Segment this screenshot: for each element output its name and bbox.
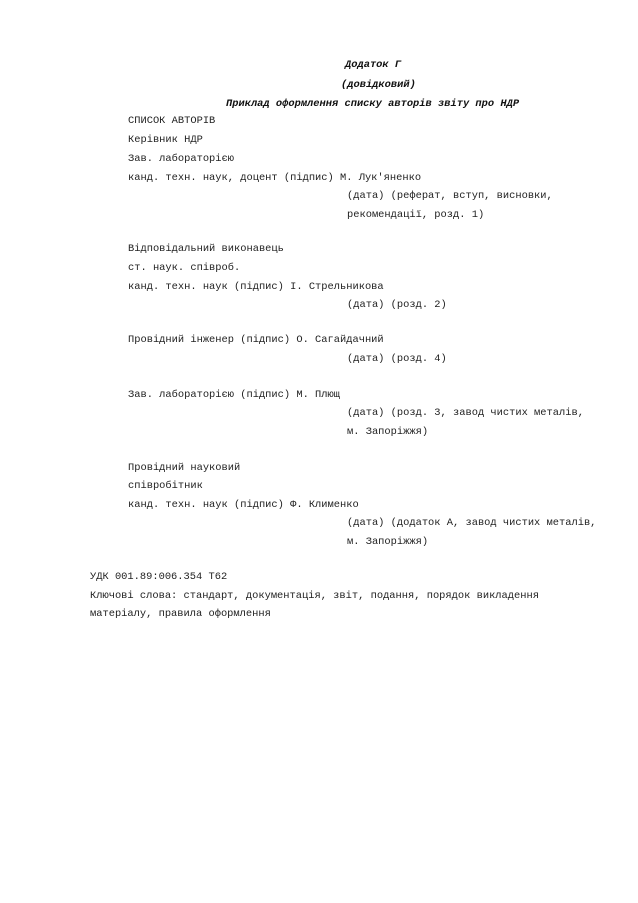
author-role-cont: співробітник — [128, 480, 203, 492]
udc-code: УДК 001.89:006.354 Т62 — [90, 571, 228, 583]
page-subtitle: Приклад оформлення списку авторів звіту про НДР — [226, 98, 520, 110]
author-contribution: (дата) (розд. 4) — [347, 353, 447, 365]
author-contribution-cont: м. Запоріжжя) — [347, 426, 429, 438]
keywords-line-cont: матеріалу, правила оформлення — [90, 608, 271, 620]
author-contribution: (дата) (додаток А, завод чистих металів, — [347, 517, 597, 529]
author-signature-line: Провідний інженер (підпис) О. Сагайдачний — [128, 334, 384, 346]
keywords-line: Ключові слова: стандарт, документація, звіт, подання, порядок викладення — [90, 590, 539, 602]
appendix-title: Додаток Г — [345, 59, 402, 71]
author-signature-line: канд. техн. наук (підпис) Ф. Клименко — [128, 499, 359, 511]
author-signature-line: Зав. лабораторією (підпис) М. Плющ — [128, 389, 341, 401]
author-contribution: (дата) (розд. 2) — [347, 299, 447, 311]
author-contribution-cont: м. Запоріжжя) — [347, 536, 429, 548]
author-role: Відповідальний виконавець — [128, 243, 284, 255]
author-position: Зав. лабораторією — [128, 153, 235, 165]
author-contribution: (дата) (розд. 3, завод чистих металів, — [347, 407, 584, 419]
author-role: Керівник НДР — [128, 134, 203, 146]
author-contribution-cont: рекомендації, розд. 1) — [347, 209, 485, 221]
author-contribution: (дата) (реферат, вступ, висновки, — [347, 190, 553, 202]
appendix-note: (довідковий) — [341, 79, 416, 91]
author-signature-line: канд. техн. наук, доцент (підпис) М. Лук'яненко — [128, 172, 422, 184]
author-role: Провідний науковий — [128, 462, 241, 474]
author-signature-line: канд. техн. наук (підпис) І. Стрельникова — [128, 281, 384, 293]
author-position: ст. наук. співроб. — [128, 262, 241, 274]
authors-heading: СПИСОК АВТОРІВ — [128, 115, 216, 127]
